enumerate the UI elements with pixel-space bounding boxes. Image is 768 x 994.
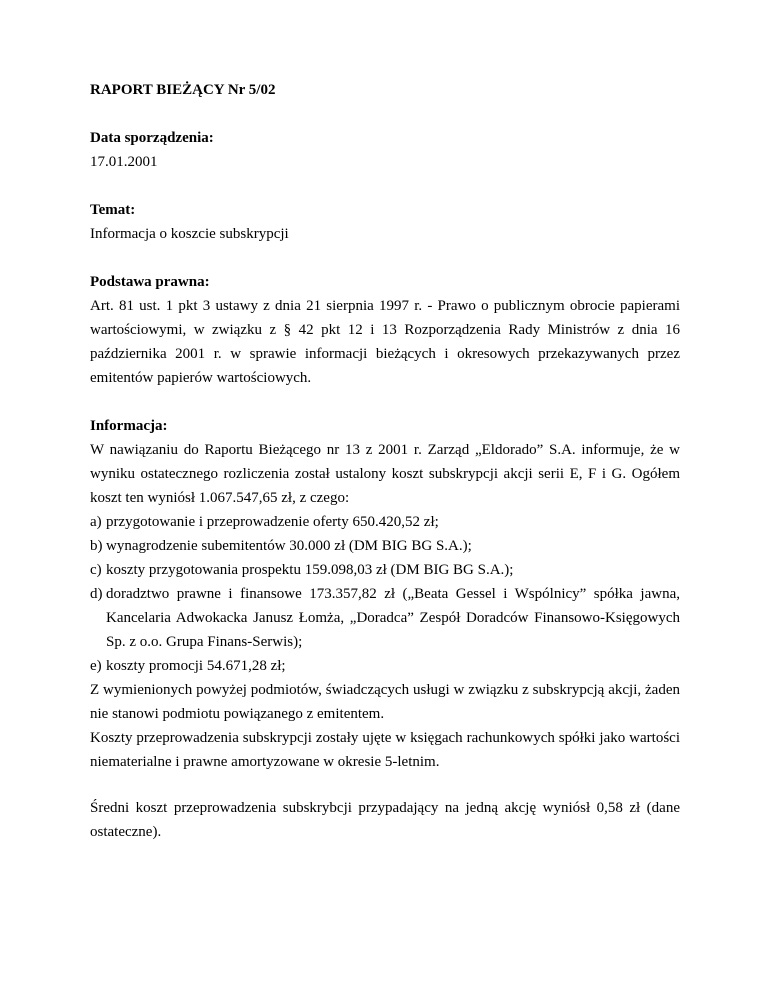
list-item [90, 534, 680, 558]
list-item-text: wynagrodzenie subemitentów 30.000 zł (DM BIG BG S.A.); [106, 538, 472, 554]
report-content [90, 78, 680, 844]
list-item-text: koszty promocji 54.671,28 zł; [106, 658, 286, 674]
date-value: 17.01.2001 [90, 154, 158, 170]
information-intro: W nawiązaniu do Raportu Bieżącego nr 13 z 2001 r. Zarząd „Eldorado” S.A. informuje, że w wyniku ostatecznego rozliczenia został ustalony koszt subskrypcji akcji serii E, F i G. Ogółem koszt ten wyniósł 1.067.547,65 zł, z czego: [90, 442, 680, 506]
list-item-label: c) [90, 562, 102, 578]
list-item-text: koszty przygotowania prospektu 159.098,03 zł (DM BIG BG S.A.); [106, 562, 514, 578]
list-item-label: b) [90, 538, 103, 554]
list-item [90, 582, 680, 654]
list-item-label: a) [90, 514, 102, 530]
list-item-label: e) [90, 658, 102, 674]
list-item-text: przygotowanie i przeprowadzenie oferty 650.420,52 zł; [106, 514, 439, 530]
cost-list [90, 510, 680, 678]
accounting-paragraph: Koszty przeprowadzenia subskrypcji zostały ujęte w księgach rachunkowych spółki jako wartości niematerialne i prawne amortyzowane w okresie 5-letnim. [90, 730, 680, 770]
topic-value: Informacja o koszcie subskrypcji [90, 226, 289, 242]
topic-label: Temat: [90, 202, 136, 218]
list-item-label: d) [90, 586, 103, 602]
average-cost-paragraph: Średni koszt przeprowadzenia subskrybcji przypadający na jedną akcję wyniósł 0,58 zł (dane ostateczne). [90, 800, 680, 840]
list-item [90, 510, 680, 534]
list-item [90, 558, 680, 582]
legal-basis-label: Podstawa prawna: [90, 274, 210, 290]
list-item-text: doradztwo prawne i finansowe 173.357,82 zł („Beata Gessel i Wspólnicy” spółka jawna, Kancelaria Adwokacka Janusz Łomża, „Doradca” Zespół Doradców Finansowo-Księgowych Sp. z o.o. Grupa Finans-Serwis); [106, 586, 680, 650]
related-entities-paragraph: Z wymienionych powyżej podmiotów, świadczących usługi w związku z subskrypcją akcji, żaden nie stanowi podmiotu powiązanego z emitentem. [90, 682, 680, 722]
date-label: Data sporządzenia: [90, 130, 214, 146]
list-item [90, 654, 680, 678]
report-title: RAPORT BIEŻĄCY Nr 5/02 [90, 82, 276, 98]
information-label: Informacja: [90, 418, 168, 434]
legal-basis-text: Art. 81 ust. 1 pkt 3 ustawy z dnia 21 sierpnia 1997 r. - Prawo o publicznym obrocie papierami wartościowymi, w związku z § 42 pkt 12 i 13 Rozporządzenia Rady Ministrów z dnia 16 października 2001 r. w sprawie informacji bieżących i okresowych przekazywanych przez emitentów papierów wartościowych. [90, 298, 680, 386]
